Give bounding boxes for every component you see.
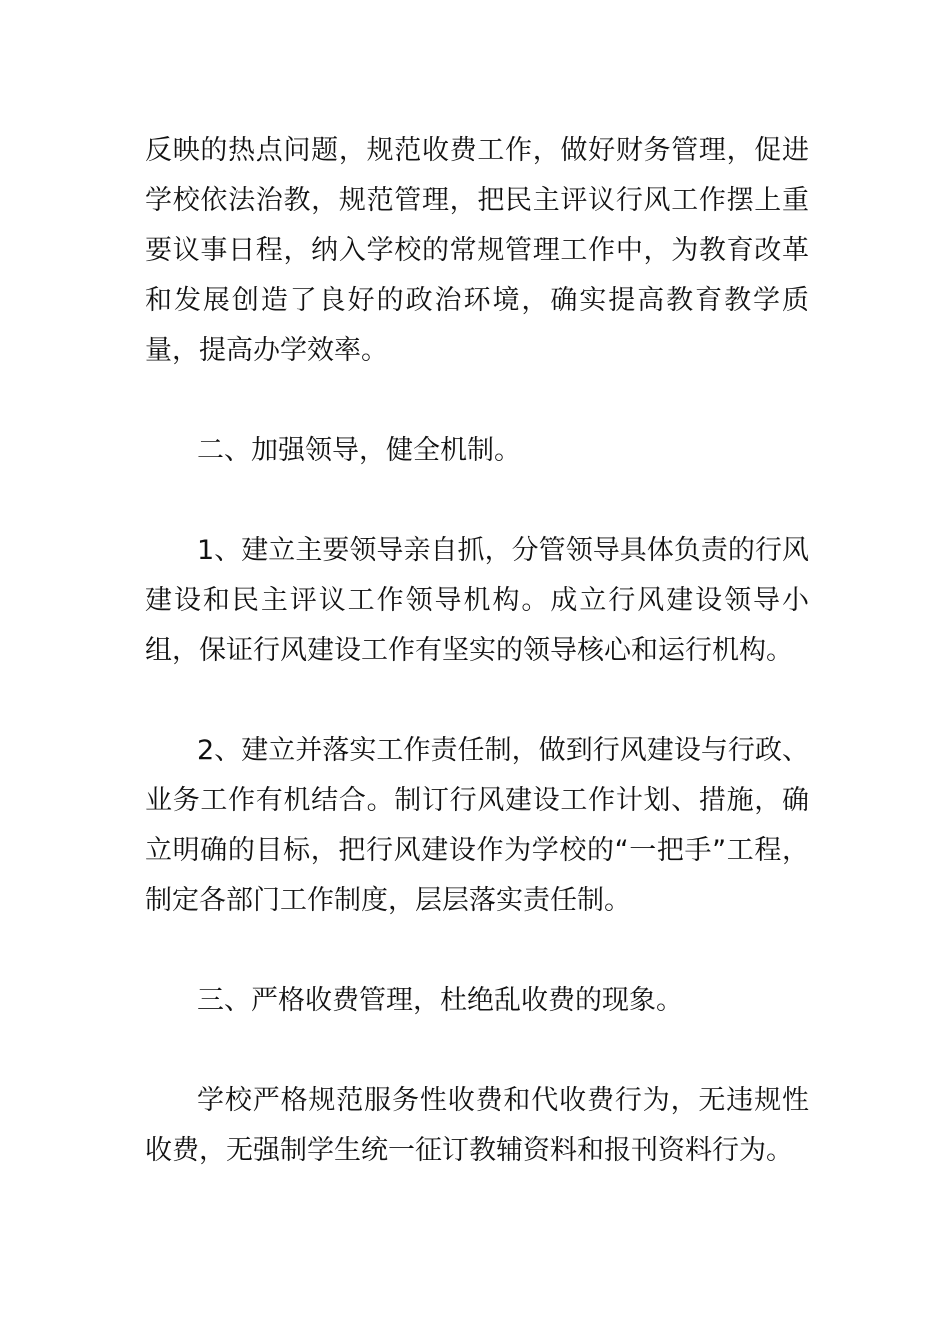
paragraph-item-1: 1、建立主要领导亲自抓，分管领导具体负责的行风建设和民主评议工作领导机构。成立行风建设领导小组，保证行风建设工作有坚实的领导核心和运行机构。 [145, 535, 809, 666]
paragraph-continuation: 反映的热点问题，规范收费工作，做好财务管理，促进学校依法治教，规范管理，把民主评议行风工作摆上重要议事日程，纳入学校的常规管理工作中，为教育改革和发展创造了良好的政治环境，确实提高教育教学质量，提高办学效率。 [145, 135, 809, 366]
section-heading-2: 二、加强领导，健全机制。 [197, 435, 521, 466]
paragraph-fees: 学校严格规范服务性收费和代收费行为，无违规性收费，无强制学生统一征订教辅资料和报刊资料行为。 [145, 1085, 809, 1166]
section-heading-3: 三、严格收费管理，杜绝乱收费的现象。 [197, 985, 683, 1016]
paragraph-item-2: 2、建立并落实工作责任制，做到行风建设与行政、业务工作有机结合。制订行风建设工作计划、措施，确立明确的目标，把行风建设作为学校的“一把手”工程，制定各部门工作制度，层层落实责任制。 [145, 735, 809, 916]
document-body [145, 126, 809, 1176]
